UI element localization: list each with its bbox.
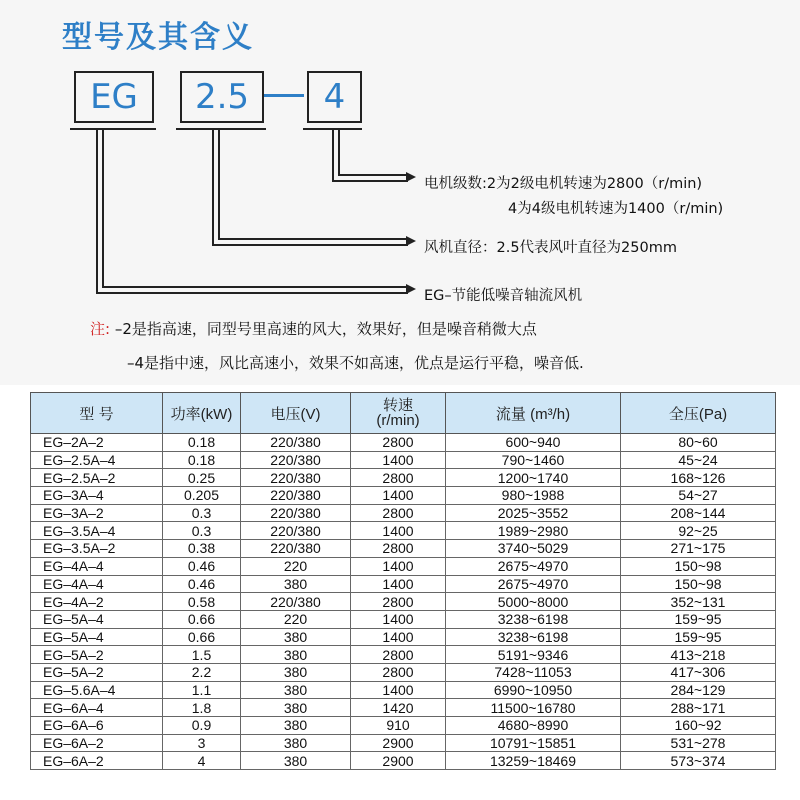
cell-speed: 2800 xyxy=(351,540,446,558)
cell-power: 1.5 xyxy=(163,646,241,664)
cell-model: EG–6A–2 xyxy=(31,734,163,752)
table-row xyxy=(31,522,776,540)
specs-table xyxy=(30,392,776,770)
cell-pressure: 288~171 xyxy=(621,699,776,717)
cell-model: EG–3A–4 xyxy=(31,487,163,505)
diameter-connector-line xyxy=(212,129,214,245)
poles-arrow-icon xyxy=(406,172,416,182)
cell-pressure: 92~25 xyxy=(621,522,776,540)
cell-model: EG–5A–4 xyxy=(31,628,163,646)
header-voltage: 电压(V) xyxy=(241,393,351,434)
cell-power: 0.66 xyxy=(163,610,241,628)
cell-power: 1.8 xyxy=(163,699,241,717)
cell-voltage: 380 xyxy=(241,663,351,681)
cell-model: EG–2A–2 xyxy=(31,434,163,452)
cell-flow: 11500~16780 xyxy=(446,699,621,717)
table-row xyxy=(31,646,776,664)
cell-pressure: 271~175 xyxy=(621,540,776,558)
table-row xyxy=(31,699,776,717)
cell-flow: 790~1460 xyxy=(446,451,621,469)
cell-speed: 2800 xyxy=(351,646,446,664)
header-flow: 流量 (m³/h) xyxy=(446,393,621,434)
note-text-1: –2是指高速，同型号里高速的风大，效果好，但是噪音稍微大点 xyxy=(110,320,537,338)
cell-speed: 1400 xyxy=(351,681,446,699)
cell-speed: 1420 xyxy=(351,699,446,717)
cell-power: 0.46 xyxy=(163,557,241,575)
cell-model: EG–2.5A–4 xyxy=(31,451,163,469)
cell-model: EG–5A–2 xyxy=(31,663,163,681)
cell-power: 3 xyxy=(163,734,241,752)
table-row xyxy=(31,469,776,487)
cell-flow: 1989~2980 xyxy=(446,522,621,540)
cell-model: EG–5A–4 xyxy=(31,610,163,628)
cell-pressure: 573~374 xyxy=(621,752,776,770)
cell-flow: 3238~6198 xyxy=(446,610,621,628)
cell-power: 0.66 xyxy=(163,628,241,646)
cell-flow: 7428~11053 xyxy=(446,663,621,681)
table-row xyxy=(31,557,776,575)
cell-pressure: 160~92 xyxy=(621,717,776,735)
specs-table-wrapper xyxy=(30,392,775,794)
cell-flow: 6990~10950 xyxy=(446,681,621,699)
cell-model: EG–2.5A–2 xyxy=(31,469,163,487)
cell-speed: 1400 xyxy=(351,557,446,575)
table-row xyxy=(31,628,776,646)
cell-voltage: 220/380 xyxy=(241,540,351,558)
cell-power: 0.25 xyxy=(163,469,241,487)
poles-description-line2: 4为4级电机转速为1400（r/min) xyxy=(508,201,724,217)
series-arrow-icon xyxy=(406,284,416,294)
header-model: 型 号 xyxy=(31,393,163,434)
model-prefix-box: EG xyxy=(74,71,154,123)
cell-voltage: 220/380 xyxy=(241,504,351,522)
cell-pressure: 54~27 xyxy=(621,487,776,505)
cell-speed: 1400 xyxy=(351,451,446,469)
cell-power: 0.18 xyxy=(163,451,241,469)
cell-speed: 1400 xyxy=(351,610,446,628)
model-poles-box: 4 xyxy=(307,71,362,123)
cell-speed: 2800 xyxy=(351,593,446,611)
table-row xyxy=(31,610,776,628)
cell-flow: 2675~4970 xyxy=(446,557,621,575)
page-title: 型号及其含义 xyxy=(62,20,254,55)
header-power: 功率(kW) xyxy=(163,393,241,434)
cell-pressure: 531~278 xyxy=(621,734,776,752)
model-explanation-panel xyxy=(0,0,800,385)
table-row xyxy=(31,434,776,452)
cell-voltage: 220/380 xyxy=(241,434,351,452)
cell-power: 1.1 xyxy=(163,681,241,699)
cell-power: 0.38 xyxy=(163,540,241,558)
cell-voltage: 380 xyxy=(241,681,351,699)
cell-flow: 2025~3552 xyxy=(446,504,621,522)
cell-flow: 5191~9346 xyxy=(446,646,621,664)
cell-flow: 4680~8990 xyxy=(446,717,621,735)
cell-voltage: 220/380 xyxy=(241,487,351,505)
cell-voltage: 380 xyxy=(241,734,351,752)
cell-model: EG–6A–4 xyxy=(31,699,163,717)
poles-description-line1: 电机级数:2为2级电机转速为2800（r/min) xyxy=(424,176,703,192)
cell-power: 4 xyxy=(163,752,241,770)
cell-speed: 910 xyxy=(351,717,446,735)
cell-speed: 2900 xyxy=(351,734,446,752)
cell-flow: 13259~18469 xyxy=(446,752,621,770)
cell-pressure: 150~98 xyxy=(621,557,776,575)
cell-pressure: 208~144 xyxy=(621,504,776,522)
cell-power: 0.205 xyxy=(163,487,241,505)
cell-model: EG–3A–2 xyxy=(31,504,163,522)
cell-pressure: 168~126 xyxy=(621,469,776,487)
cell-model: EG–3.5A–2 xyxy=(31,540,163,558)
cell-pressure: 80~60 xyxy=(621,434,776,452)
header-pressure: 全压(Pa) xyxy=(621,393,776,434)
table-row xyxy=(31,451,776,469)
cell-speed: 1400 xyxy=(351,628,446,646)
cell-voltage: 220/380 xyxy=(241,593,351,611)
cell-power: 0.58 xyxy=(163,593,241,611)
cell-flow: 5000~8000 xyxy=(446,593,621,611)
note-label: 注: xyxy=(90,320,111,338)
cell-pressure: 159~95 xyxy=(621,628,776,646)
table-row xyxy=(31,593,776,611)
cell-pressure: 159~95 xyxy=(621,610,776,628)
cell-voltage: 220/380 xyxy=(241,522,351,540)
cell-power: 0.3 xyxy=(163,504,241,522)
series-connector-line xyxy=(96,129,98,293)
cell-speed: 2800 xyxy=(351,504,446,522)
cell-pressure: 417~306 xyxy=(621,663,776,681)
cell-flow: 980~1988 xyxy=(446,487,621,505)
table-row xyxy=(31,734,776,752)
cell-voltage: 380 xyxy=(241,646,351,664)
prefix-underline xyxy=(70,128,156,130)
cell-flow: 2675~4970 xyxy=(446,575,621,593)
cell-speed: 1400 xyxy=(351,487,446,505)
cell-pressure: 45~24 xyxy=(621,451,776,469)
table-header-row xyxy=(31,393,776,434)
cell-model: EG–3.5A–4 xyxy=(31,522,163,540)
cell-pressure: 413~218 xyxy=(621,646,776,664)
cell-speed: 2800 xyxy=(351,434,446,452)
cell-model: EG–6A–2 xyxy=(31,752,163,770)
cell-speed: 2900 xyxy=(351,752,446,770)
model-separator-dash xyxy=(264,94,304,97)
table-row xyxy=(31,752,776,770)
cell-flow: 600~940 xyxy=(446,434,621,452)
cell-power: 0.9 xyxy=(163,717,241,735)
cell-speed: 1400 xyxy=(351,575,446,593)
cell-voltage: 220/380 xyxy=(241,469,351,487)
header-speed-label: 转速 (r/min) xyxy=(376,397,420,429)
note-line-1 xyxy=(90,318,537,339)
table-row xyxy=(31,717,776,735)
cell-voltage: 220 xyxy=(241,610,351,628)
poles-connector-line xyxy=(332,129,334,181)
table-row xyxy=(31,681,776,699)
cell-model: EG–5.6A–4 xyxy=(31,681,163,699)
cell-model: EG–5A–2 xyxy=(31,646,163,664)
cell-voltage: 380 xyxy=(241,717,351,735)
table-row xyxy=(31,540,776,558)
table-row xyxy=(31,663,776,681)
header-speed xyxy=(351,393,446,434)
note-line-2: –4是指中速，风比高速小，效果不如高速，优点是运行平稳，噪音低. xyxy=(127,354,584,372)
cell-speed: 1400 xyxy=(351,522,446,540)
series-description: EG–节能低噪音轴流风机 xyxy=(424,288,583,304)
cell-power: 0.18 xyxy=(163,434,241,452)
cell-model: EG–4A–4 xyxy=(31,557,163,575)
table-row xyxy=(31,575,776,593)
table-row xyxy=(31,487,776,505)
cell-pressure: 352~131 xyxy=(621,593,776,611)
cell-voltage: 380 xyxy=(241,699,351,717)
cell-power: 2.2 xyxy=(163,663,241,681)
cell-flow: 10791~15851 xyxy=(446,734,621,752)
cell-model: EG–4A–2 xyxy=(31,593,163,611)
cell-speed: 2800 xyxy=(351,663,446,681)
diameter-arrow-icon xyxy=(406,236,416,246)
cell-model: EG–6A–6 xyxy=(31,717,163,735)
cell-pressure: 150~98 xyxy=(621,575,776,593)
cell-power: 0.3 xyxy=(163,522,241,540)
cell-pressure: 284~129 xyxy=(621,681,776,699)
cell-power: 0.46 xyxy=(163,575,241,593)
diameter-underline xyxy=(176,128,266,130)
diameter-description: 风机直径：2.5代表风叶直径为250mm xyxy=(424,240,677,256)
cell-voltage: 380 xyxy=(241,752,351,770)
cell-voltage: 380 xyxy=(241,628,351,646)
cell-speed: 2800 xyxy=(351,469,446,487)
cell-voltage: 220 xyxy=(241,557,351,575)
table-row xyxy=(31,504,776,522)
cell-flow: 1200~1740 xyxy=(446,469,621,487)
cell-voltage: 220/380 xyxy=(241,451,351,469)
cell-model: EG–4A–4 xyxy=(31,575,163,593)
cell-flow: 3740~5029 xyxy=(446,540,621,558)
table-body xyxy=(31,434,776,770)
model-diameter-box: 2.5 xyxy=(180,71,264,123)
cell-voltage: 380 xyxy=(241,575,351,593)
cell-flow: 3238~6198 xyxy=(446,628,621,646)
